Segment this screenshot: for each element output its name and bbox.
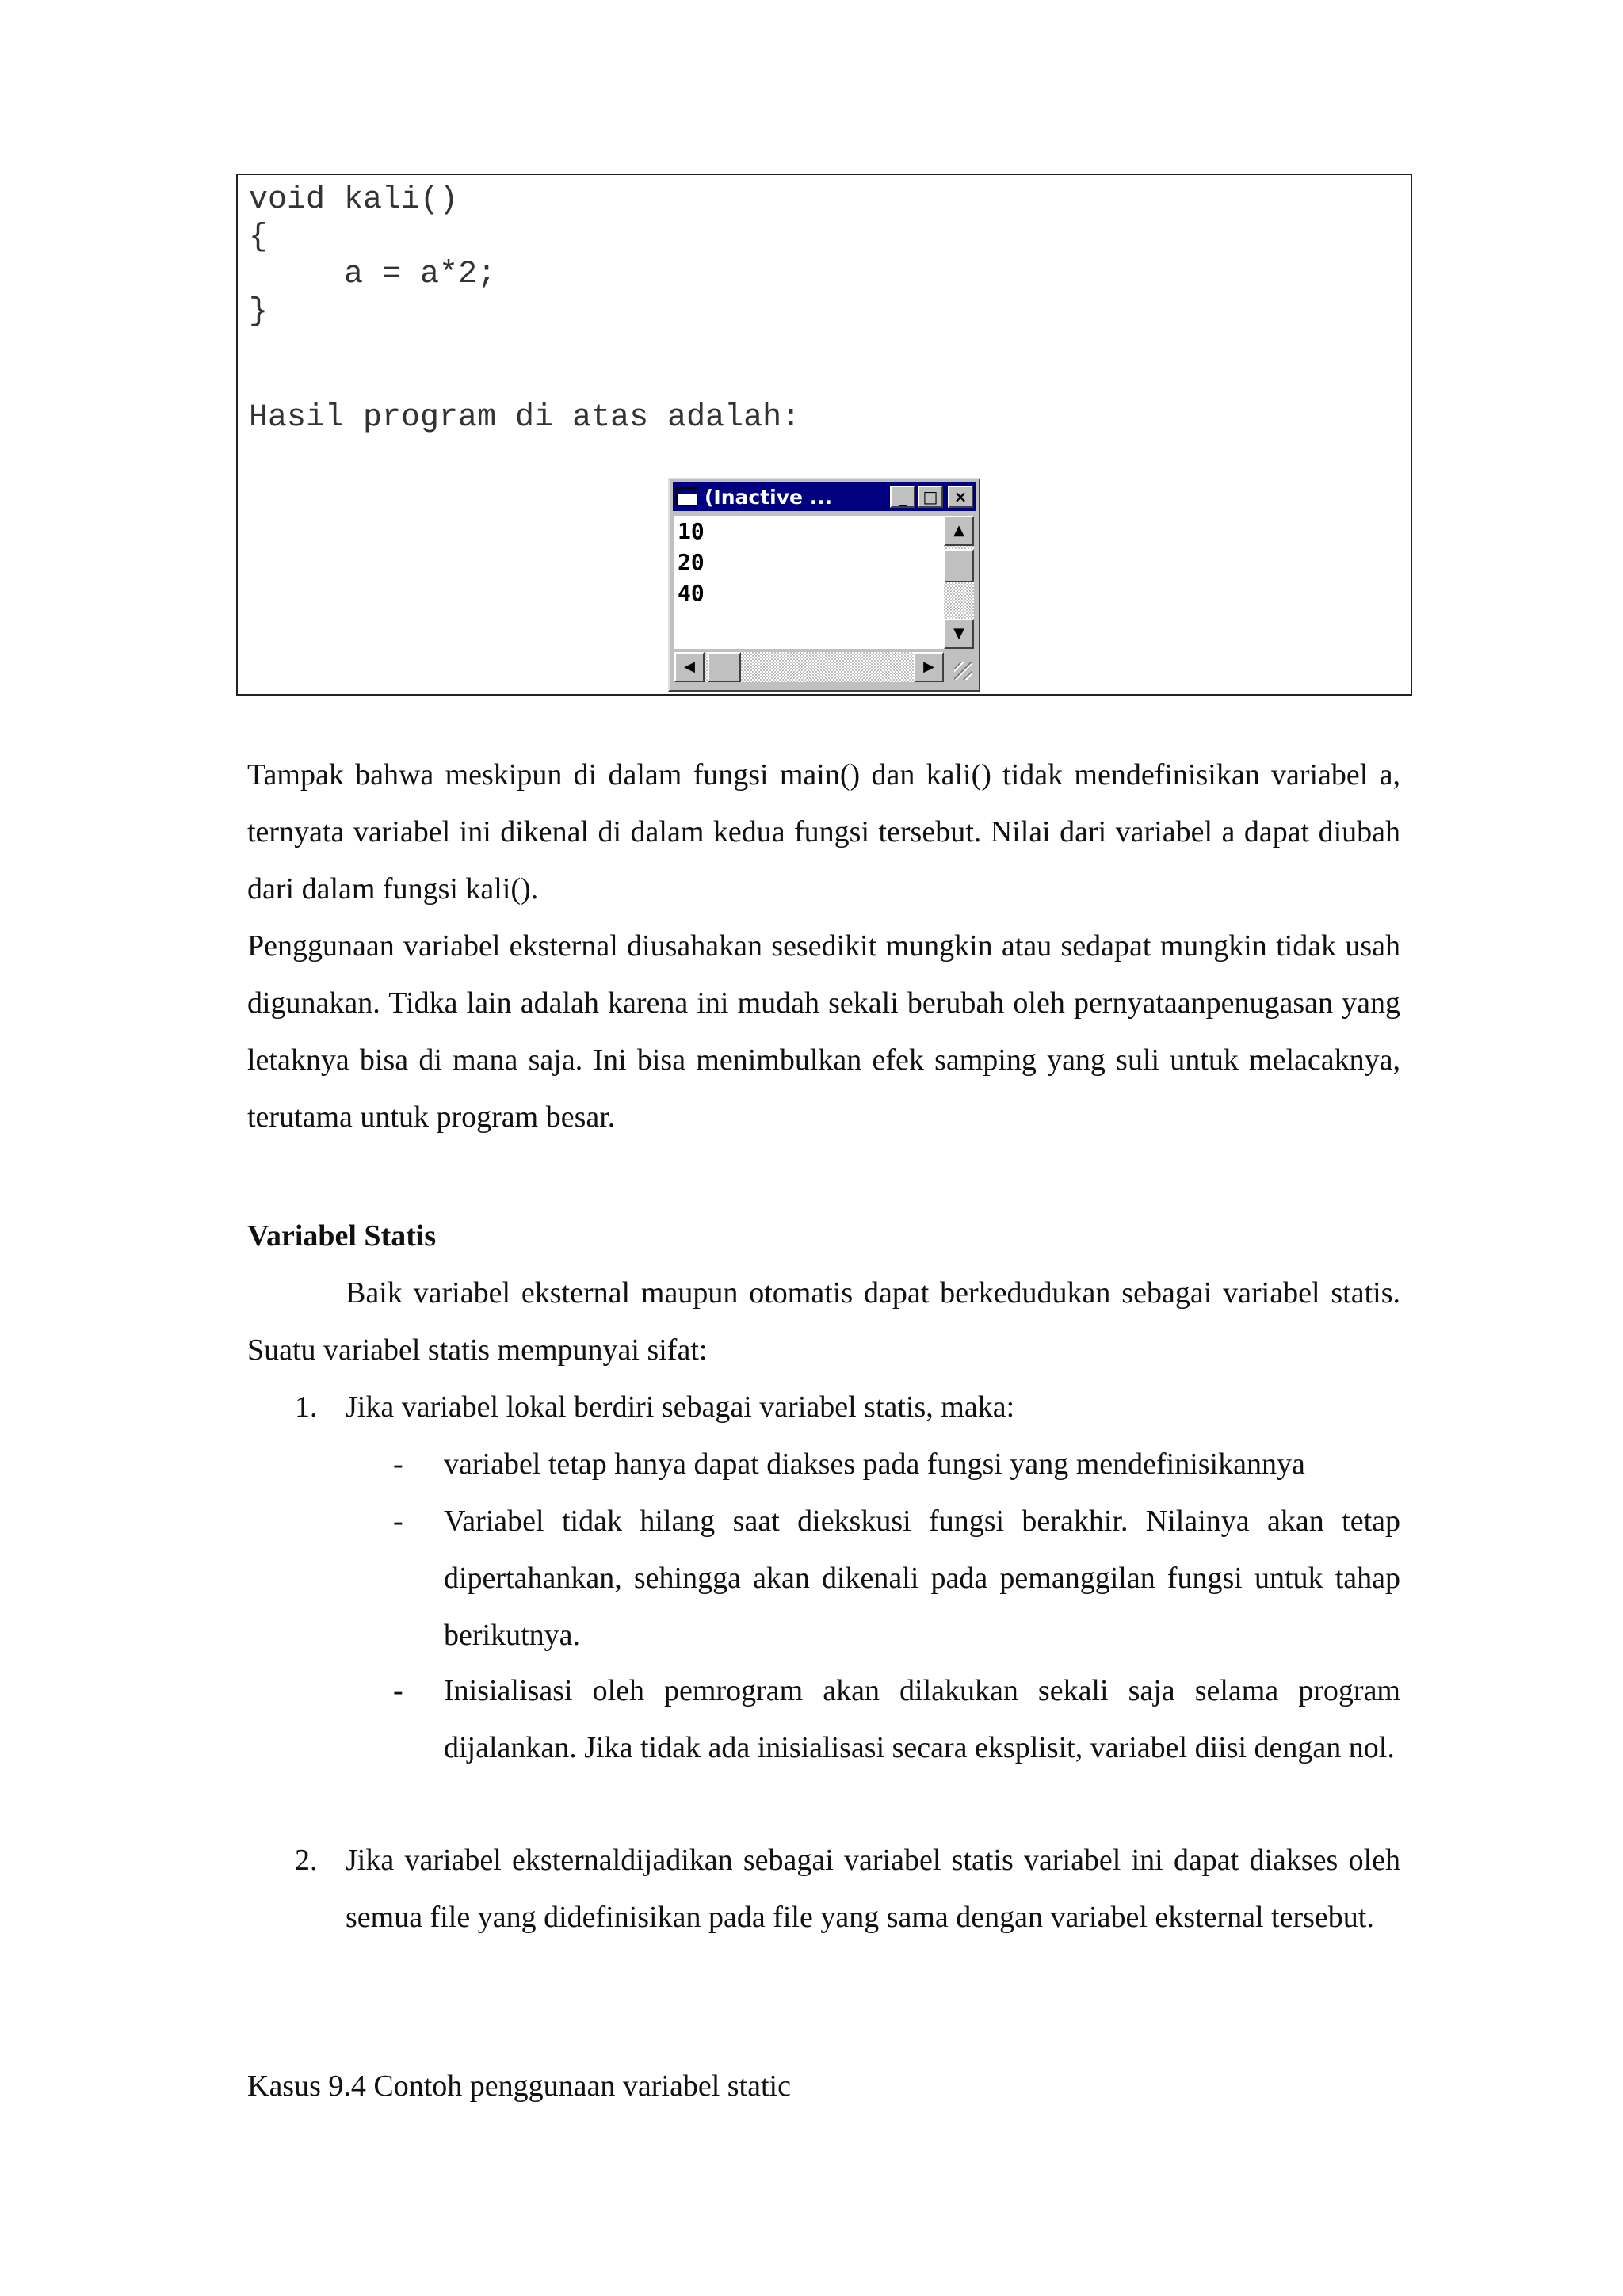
section-intro: Baik variabel eksternal maupun otomatis dapat berkedudukan sebagai variabel statis. Suatu variabel statis mempunyai sifat:: [247, 1276, 1400, 1367]
horizontal-scroll-thumb[interactable]: [708, 652, 741, 682]
list-number: 1.: [295, 1390, 318, 1424]
paragraph-1: Tampak bahwa meskipun di dalam fungsi main() dan kali() tidak mendefinisikan variabel a, ternyata variabel ini dikenal di dalam kedua fungsi tersebut. Nilai dari variabel a dapat diubah dari dalam fungsi kali().: [247, 758, 1400, 906]
dash-bullet: -: [393, 1447, 403, 1481]
scroll-up-icon[interactable]: ▲: [944, 516, 974, 546]
dash-bullet: -: [393, 1505, 403, 1538]
code-listing: void kali() { a = a*2; }: [249, 182, 497, 330]
resize-grip-icon[interactable]: [944, 652, 974, 682]
sub-item-1: variabel tetap hanya dapat diakses pada fungsi yang mendefinisikannya: [444, 1447, 1305, 1481]
horizontal-scrollbar[interactable]: [674, 652, 944, 682]
code-box: [236, 174, 1412, 696]
console-line: 20: [678, 549, 705, 575]
close-button[interactable]: ×: [948, 486, 973, 508]
sub-item-3: Inisialisasi oleh pemrogram akan dilakukan sekali saja selama program dijalankan. Jika tidak ada inisialisasi secara eksplisit, variabel diisi dengan nol.: [444, 1674, 1400, 1764]
list-number: 2.: [295, 1844, 318, 1877]
console-title: (Inactive ...: [705, 485, 833, 509]
scroll-left-icon[interactable]: ◀: [674, 652, 705, 682]
case-caption: Kasus 9.4 Contoh penggunaan variabel static: [247, 2069, 791, 2103]
console-line: 10: [678, 518, 705, 544]
paragraph-2: Penggunaan variabel eksternal diusahakan sesedikit mungkin atau sedapat mungkin tidak usah digunakan. Tidka lain adalah karena ini mudah sekali berubah oleh pernyataanpenugasan yang letaknya bisa di mana saja. Ini bisa menimbulkan efek samping yang suli untuk melacaknya, terutama untuk program besar.: [247, 929, 1400, 1134]
result-label: Hasil program di atas adalah:: [249, 400, 801, 436]
scroll-down-icon[interactable]: ▼: [944, 619, 974, 649]
scroll-right-icon[interactable]: ▶: [914, 652, 944, 682]
console-line: 40: [678, 580, 705, 606]
console-titlebar[interactable]: [673, 482, 976, 511]
section-heading: Variabel Statis: [247, 1219, 437, 1253]
console-output: [674, 516, 944, 649]
vertical-scrollbar[interactable]: [944, 516, 974, 649]
window-icon: [676, 487, 698, 506]
maximize-button[interactable]: □: [918, 486, 943, 508]
console-window: [668, 478, 980, 692]
sub-item-2: Variabel tidak hilang saat diekskusi fungsi berakhir. Nilainya akan tetap dipertahankan, sehingga akan dikenali pada pemanggilan fungsi untuk tahap berikutnya.: [444, 1505, 1400, 1652]
list-item-1: Jika variabel lokal berdiri sebagai variabel statis, maka:: [346, 1390, 1015, 1424]
list-item-2: Jika variabel eksternaldijadikan sebagai variabel statis variabel ini dapat diakses oleh semua file yang didefinisikan pada file yang sama dengan variabel eksternal tersebut.: [346, 1844, 1400, 1934]
scroll-thumb[interactable]: [944, 549, 974, 582]
dash-bullet: -: [393, 1674, 403, 1707]
minimize-button[interactable]: _: [890, 486, 915, 508]
